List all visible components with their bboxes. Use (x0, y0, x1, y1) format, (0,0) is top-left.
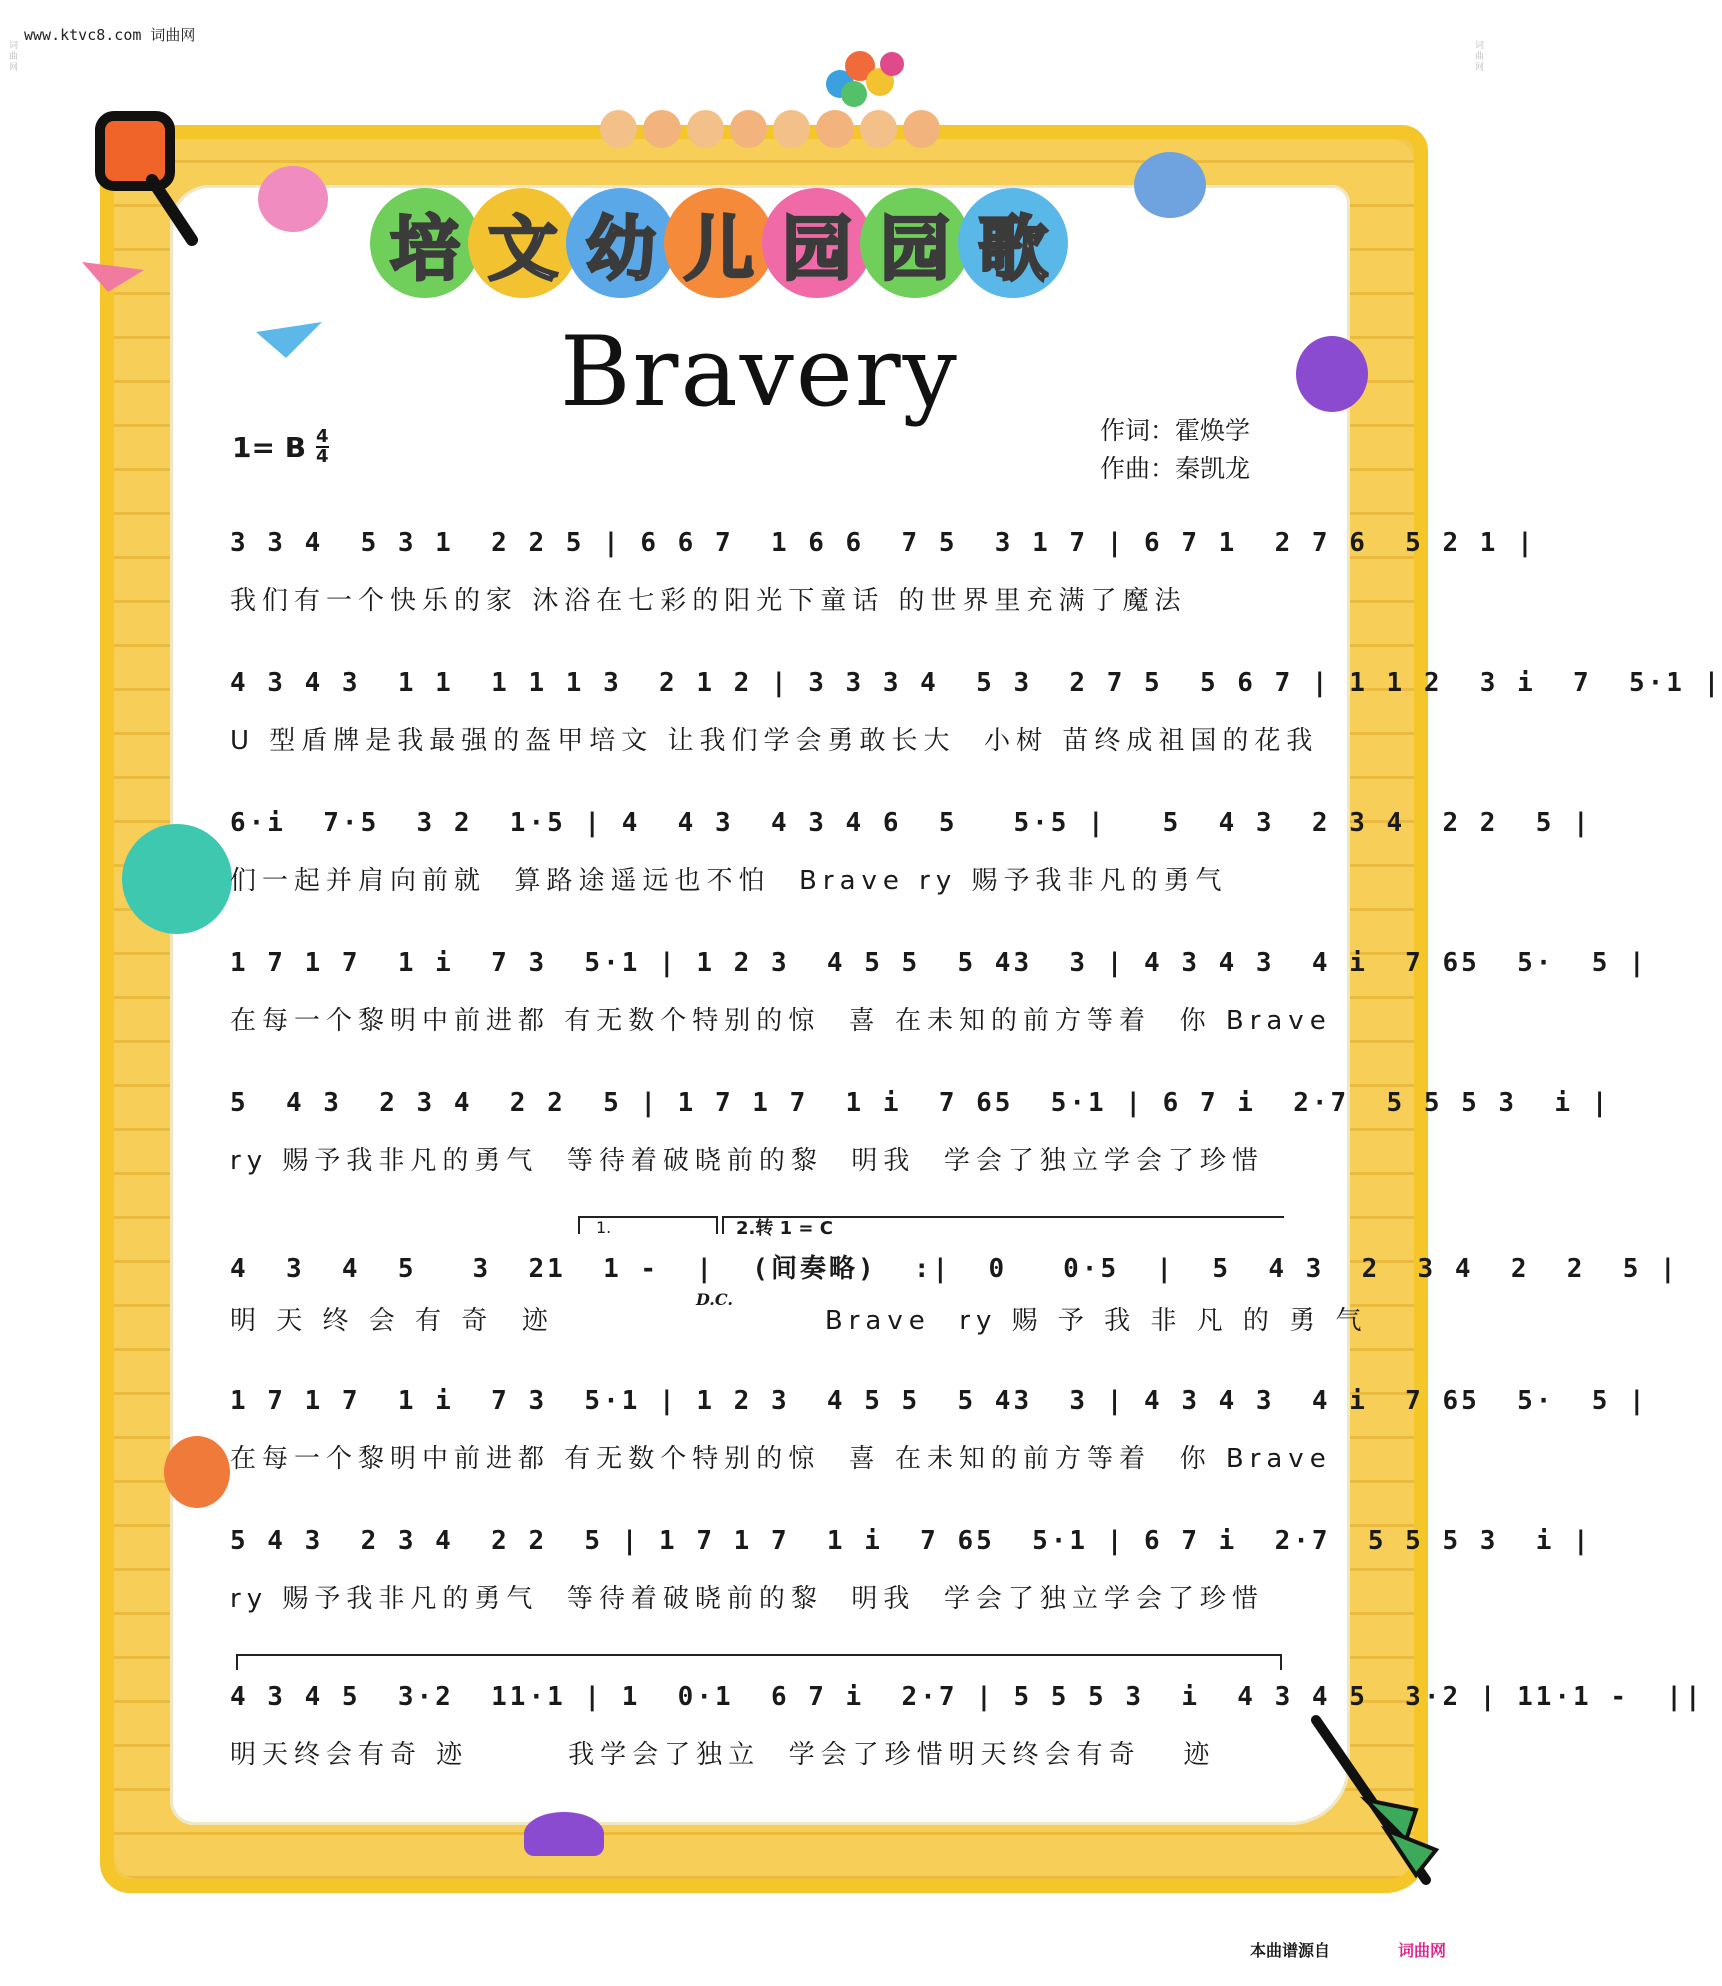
lyric-line: ry 赐予我非凡的勇气 等待着破晓前的黎 明我 学会了独立学会了珍惜 (230, 1146, 1264, 1176)
paper-plane-pink-icon (82, 262, 144, 296)
children-illustration (600, 110, 940, 170)
lyric-line: 我们有一个快乐的家 沐浴在七彩的阳光下童话 的世界里充满了魔法 (230, 586, 1187, 616)
title-char-1: 培 (370, 188, 480, 298)
time-signature: 4 4 (316, 426, 329, 467)
final-phrase-bracket (236, 1654, 1282, 1670)
right-side-watermark: 词曲网 (1473, 40, 1483, 73)
title-char-2: 文 (468, 188, 578, 298)
first-ending-label: 1. (596, 1218, 612, 1237)
title-char-6: 园 (860, 188, 970, 298)
score-row-5 (230, 1088, 1611, 1208)
notation-line: 6·i 7·5 3 2 1·5 | 4 4 3 4 3 4 6 5 5·5 | 5 4 3 2 3 4 2 2 5 | (230, 808, 1592, 838)
notation-line: 1 7 1 7 1 i 7 3 5·1 | 1 2 3 4 5 5 5 43 3 | 4 3 4 3 4 i 7 65 5· 5 | (230, 1386, 1648, 1416)
title-char-3: 幼 (566, 188, 676, 298)
credits (1100, 412, 1250, 488)
footer-source-label: 本曲谱源自 (1250, 1941, 1331, 1960)
purple-bottom-blob (524, 1812, 604, 1856)
orange-blob (164, 1436, 230, 1508)
lyric-line: 明天终会有奇 迹 我学会了独立 学会了珍惜明天终会有奇 迹 (230, 1740, 1216, 1770)
english-title: Bravery (560, 316, 959, 428)
score-row-9 (230, 1682, 1704, 1802)
teal-blob (122, 824, 232, 934)
pink-blob (258, 166, 328, 232)
lyric-line: 们一起并肩向前就 算路途遥远也不怕 Brave ry 赐予我非凡的勇气 (230, 866, 1228, 896)
notation-line: 1 7 1 7 1 i 7 3 5·1 | 1 2 3 4 5 5 5 43 3 | 4 3 4 3 4 i 7 65 5· 5 | (230, 948, 1648, 978)
score-row-1 (230, 528, 1536, 648)
footer-site-link[interactable]: 词曲网 (1398, 1941, 1447, 1960)
title-char-7: 歌 (958, 188, 1068, 298)
key-signature (232, 428, 329, 466)
paper-plane-icon (256, 322, 322, 362)
score-row-2 (230, 668, 1722, 788)
score-row-3 (230, 808, 1592, 928)
purple-blob (1296, 336, 1368, 412)
notation-line: 5 4 3 2 3 4 2 2 5 | 1 7 1 7 1 i 7 65 5·1 | 6 7 i 2·7 5 5 5 3 i | (230, 1526, 1592, 1556)
key-label: 1= B (232, 430, 307, 464)
notation-line: 5 4 3 2 3 4 2 2 5 | 1 7 1 7 1 i 7 65 5·1 | 6 7 i 2·7 5 5 5 3 i | (230, 1088, 1611, 1118)
lyricist: 作词：霍焕学 (1100, 416, 1251, 445)
score-row-7 (230, 1386, 1648, 1506)
notation-line: 3 3 4 5 3 1 2 2 5 | 6 6 7 1 6 6 7 5 3 1 7 | 6 7 1 2 7 6 5 2 1 | (230, 528, 1536, 558)
score-row-8 (230, 1526, 1592, 1646)
site-watermark: www.ktvc8.com 词曲网 (24, 26, 196, 44)
lyric-line: 在每一个黎明中前进都 有无数个特别的惊 喜 在未知的前方等着 你 Brave (230, 1006, 1332, 1036)
lyric-line: 在每一个黎明中前进都 有无数个特别的惊 喜 在未知的前方等着 你 Brave (230, 1444, 1332, 1474)
notation-line: 4 3 4 3 1 1 1 1 1 3 2 1 2 | 3 3 3 4 5 3 2 7 5 5 6 7 | 1 1 2 3 i 7 5·1 | (230, 668, 1722, 698)
composer: 作曲：秦凯龙 (1100, 454, 1251, 483)
lyric-line: ry 赐予我非凡的勇气 等待着破晓前的黎 明我 学会了独立学会了珍惜 (230, 1584, 1264, 1614)
leaf-branch-icon (1306, 1700, 1446, 1904)
left-side-watermark: 词曲网 (7, 40, 17, 73)
chinese-title (370, 188, 1090, 312)
blue-blob (1134, 152, 1206, 218)
score-row-6 (230, 1248, 1679, 1368)
lyric-line: U 型盾牌是我最强的盔甲培文 让我们学会勇敢长大 小树 苗终成祖国的花我 (230, 726, 1319, 756)
title-char-4: 儿 (664, 188, 774, 298)
score-row-4 (230, 948, 1648, 1068)
notation-line: 4 3 4 5 3 21 1 - | (间奏略) :| 0 0·5 | 5 4 3 2 3 4 2 2 5 | (230, 1254, 1679, 1284)
da-capo-mark: D.C. (696, 1290, 733, 1309)
title-char-5: 园 (762, 188, 872, 298)
lyric-line: 明 天 终 会 有 奇 迹 Brave ry 赐 予 我 非 凡 的 勇 气 (230, 1306, 1368, 1336)
magnifier-icon (92, 110, 178, 200)
second-ending-label: 2.转 1 = C (736, 1218, 833, 1239)
notation-line: 4 3 4 5 3·2 11·1 | 1 0·1 6 7 i 2·7 | 5 5 5 3 i 4 3 4 5 3·2 | 11·1 - || (230, 1682, 1704, 1712)
